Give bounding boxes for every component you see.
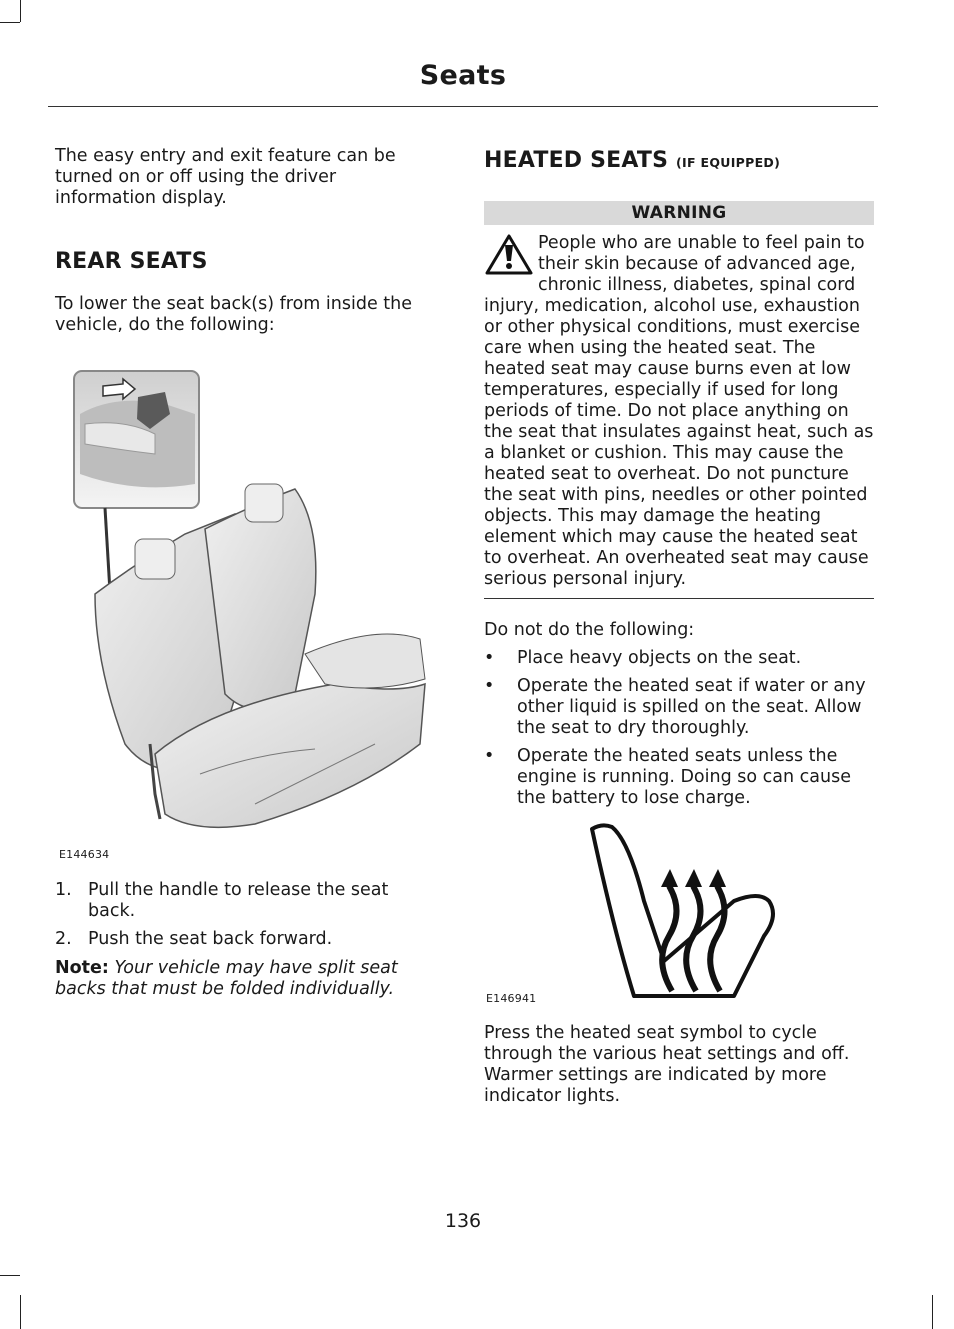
do-not-list <box>484 648 874 809</box>
if-equipped-label: (IF EQUIPPED) <box>676 155 781 170</box>
press-symbol-paragraph: Press the heated seat symbol to cycle through the various heat settings and off. Warmer settings are indicated by more indicator lights. <box>484 1023 850 1106</box>
bullet: • <box>484 746 495 766</box>
heated-seats-heading <box>484 148 874 173</box>
right-column <box>484 146 874 1107</box>
bullet-text: Operate the heated seats unless the engine is running. Doing so can cause the battery to lose charge. <box>517 746 851 808</box>
title-divider <box>48 106 878 107</box>
easy-entry-paragraph: The easy entry and exit feature can be turned on or off using the driver information display. <box>55 146 396 208</box>
note <box>55 958 440 1000</box>
crop-mark <box>0 1275 20 1276</box>
bullet-text: Place heavy objects on the seat. <box>517 648 802 668</box>
warning-box <box>484 233 874 590</box>
rear-seat-figure <box>55 364 440 884</box>
list-item <box>55 929 440 950</box>
figure-label: E144634 <box>59 848 110 861</box>
rear-seat-illustration <box>55 364 440 864</box>
step-text: Push the seat back forward. <box>88 929 333 949</box>
lower-seat-paragraph: To lower the seat back(s) from inside the vehicle, do the following: <box>55 294 413 335</box>
do-not-intro: Do not do the following: <box>484 620 695 640</box>
left-column <box>55 146 440 1000</box>
note-lead: Note: <box>55 958 109 978</box>
bullet: • <box>484 676 495 696</box>
page-title: Seats <box>419 60 507 91</box>
warning-text: People who are unable to feel pain to their skin because of advanced age, chronic illness, diabetes, spinal cord injury, medication, alcohol use, exhaustion or other physical conditions, must exercise care when using the heated seat. The heated seat may cause burns even at low temperatures, especially if used for long periods of time. Do not place anything on the seat that insulates against heat, such as a blanket or cushion. This may cause the heated seat to overheat. Do not puncture the seat with pins, needles or other pointed objects. This may damage the heating element which may cause the heated seat to overheat. An overheated seat may cause serious personal injury. <box>484 233 874 589</box>
rear-seats-heading: REAR SEATS <box>55 249 208 274</box>
crop-mark <box>0 22 20 23</box>
step-list <box>55 880 440 950</box>
step-text: Pull the handle to release the seat back. <box>88 880 389 921</box>
note-text: Your vehicle may have split seat backs that must be folded individually. <box>55 958 398 999</box>
list-item <box>484 746 874 809</box>
list-item <box>484 676 874 739</box>
heated-seats-title: HEATED SEATS <box>484 148 669 173</box>
heated-seat-figure <box>484 821 874 1011</box>
figure-label: E146941 <box>486 992 537 1005</box>
step-number: 1. <box>55 880 72 900</box>
heated-seat-icon <box>584 821 784 1006</box>
bullet-text: Operate the heated seat if water or any other liquid is spilled on the seat. Allow the seat to dry thoroughly. <box>517 676 866 738</box>
crop-mark <box>20 0 21 22</box>
page-number: 136 <box>444 1210 482 1232</box>
warning-title: WARNING <box>484 201 874 225</box>
warning-triangle-icon <box>484 233 534 277</box>
warning-divider <box>484 598 874 599</box>
list-item <box>484 648 874 669</box>
crop-mark <box>20 1295 21 1329</box>
step-number: 2. <box>55 929 72 949</box>
list-item <box>55 880 440 922</box>
crop-mark <box>932 1295 933 1329</box>
bullet: • <box>484 648 495 668</box>
